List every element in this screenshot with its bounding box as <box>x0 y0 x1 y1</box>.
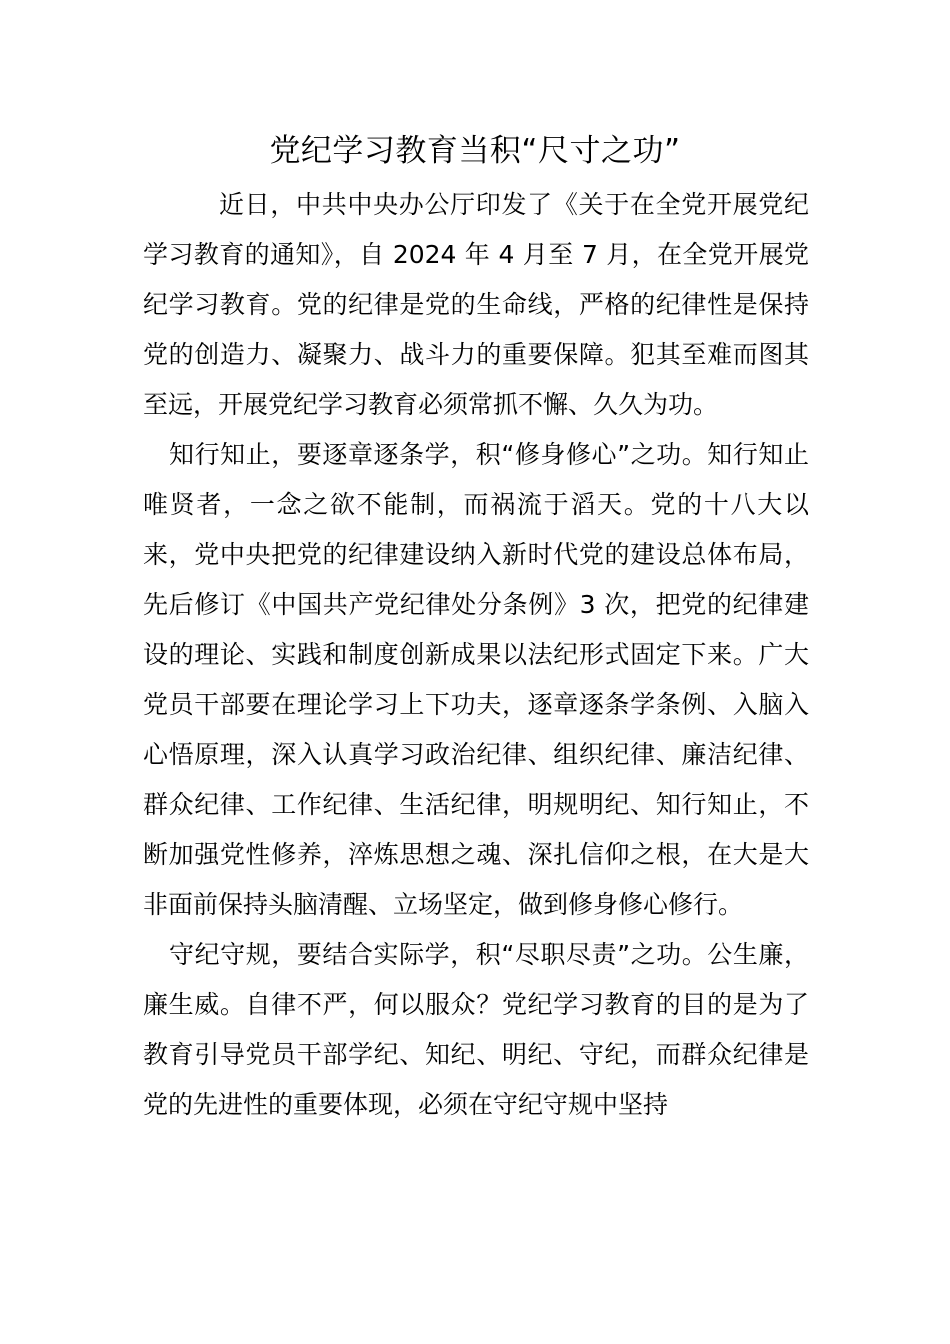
document-title: 党纪学习教育当积“尺寸之功” <box>269 133 681 169</box>
paragraph-zhixing-zhizhi: 知行知止，要逐章逐条学，积“修身修心”之功。知行知止唯贤者，一念之欲不能制，而祸流于滔天。党的十八大以来，党中央把党的纪律建设纳入新时代党的建设总体布局，先后修订《中国共产党纪律处分条例》3 次，把党的纪律建设的理论、实践和制度创新成果以法纪形式固定下来。广大党员干部要在理论学习上下功夫，逐章逐条学条例、入脑入心悟原理，深入认真学习政治纪律、组织纪律、廉洁纪律、群众纪律、工作纪律、生活纪律，明规明纪、知行知止，不断加强党性修养，淬炼思想之魂、深扎信仰之根，在大是大非面前保持头脑清醒、立场坚定，做到修身修心修行。 <box>143 440 809 919</box>
paragraph-shouji-shougui: 守纪守规，要结合实际学，积“尽职尽责”之功。公生廉，廉生威。自律不严，何以服众？党纪学习教育的目的是为了教育引导党员干部学纪、知纪、明纪、守纪，而群众纪律是党的先进性的重要体现，必须在守纪守规中坚持 <box>143 940 809 1119</box>
document-body <box>143 180 809 1130</box>
paragraph-intro: 近日，中共中央办公厅印发了《关于在全党开展党纪学习教育的通知》，自 2024 年 4 月至 7 月，在全党开展党纪学习教育。党的纪律是党的生命线，严格的纪律性是保持党的创造力、凝聚力、战斗力的重要保障。犯其至难而图其至远，开展党纪学习教育必须常抓不懈、久久为功。 <box>143 190 809 419</box>
